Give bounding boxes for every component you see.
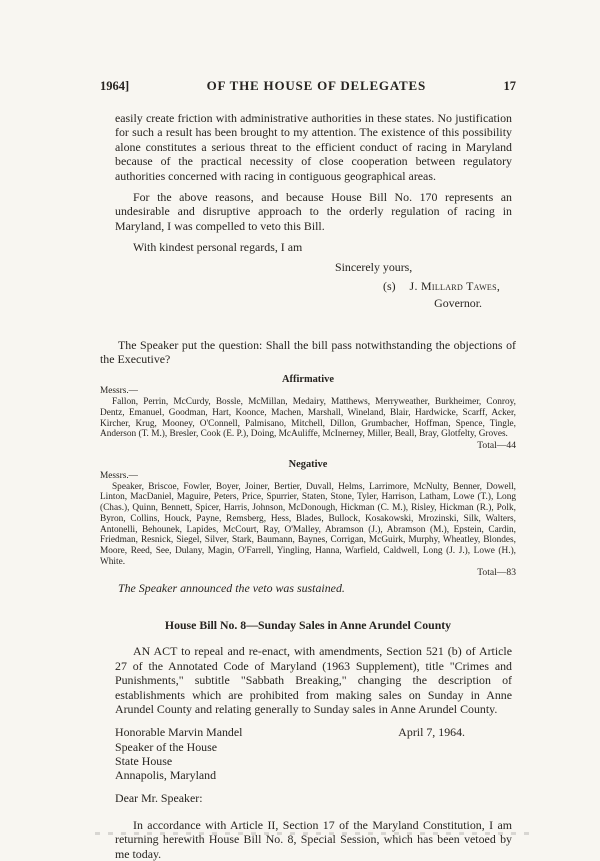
speaker-question: The Speaker put the question: Shall the bill pass notwithstanding the objections of the Executive? <box>100 337 516 367</box>
folio-year: 1964] <box>100 79 130 93</box>
bill-section-heading: House Bill No. 8—Sunday Sales in Anne Arundel County <box>164 618 452 633</box>
address-row <box>115 725 512 739</box>
letter-signature <box>383 279 512 294</box>
header-title: OF THE HOUSE OF DELEGATES <box>206 78 427 93</box>
negative-total: Total—83 <box>477 567 516 579</box>
veto-letter <box>115 111 512 311</box>
address-block <box>115 725 512 782</box>
letter-closing: Sincerely yours, <box>335 259 413 274</box>
addressee-name: Honorable Marvin Mandel <box>115 725 243 740</box>
letter-date: April 7, 1964. <box>398 725 465 740</box>
addressee-city: Annapolis, Maryland <box>115 767 217 782</box>
affirmative-messrs-label: Messrs.— <box>100 386 138 397</box>
letter-paragraph-1: easily create friction with administrative authorities in these states. No justification for such a result has been brought to my attention. The existence of this possibility alone constitutes a serious threat to the efficient conduct of racing in Maryland because of the practical necessity of close cooperation between regulatory authorities concerned with racing in contiguous geographical areas. <box>115 111 512 183</box>
signature-prefix: (s) <box>383 278 396 293</box>
bill-letter-body: In accordance with Article II, Section 17 of the Maryland Constitution, I am returning herewith House Bill No. 8, Special Session, which has been vetoed by me today. <box>115 818 512 861</box>
affirmative-name-list: Fallon, Perrin, McCurdy, Bossle, McMillan, Medairy, Matthews, Merryweather, Burkheimer, Conroy, Dentz, Emanuel, Goodman, Hart, Koonce, Machen, Marshall, Wineland, Blair, Hardwicke, Scarff, Acker, Kircher, Krug, Mooney, O'Connell, Palmisano, Mitchell, Dillon, Grumbacher, Hoffman, Spence, Tingle, Anderson (T. M.), Bresler, Cook (E. P.), Doing, McAuliffe, McInerney, Miller, Beall, Bray, Glotfelty, Groves. <box>100 397 516 440</box>
letter-paragraph-3: With kindest personal regards, I am <box>133 240 303 255</box>
affirmative-total: Total—44 <box>477 439 516 451</box>
negative-name-list: Speaker, Briscoe, Fowler, Boyer, Joiner, Bertier, Duvall, Helms, Larrimore, McNulty, Benner, Dowell, Linton, MacDaniel, Maguire, Peters, Price, Spurrier, Staten, Stone, Tyler, Harrison, Latham, Lowe (T.), Long (Chas.), Quinn, Bennett, Spicer, Harris, Johnson, McDonough, Hickman (C. M.), Risley, Hickman (R.), Polk, Byron, Collins, Houck, Payne, Remsberg, Hess, Blades, Bullock, Kosakowski, Mrozinski, Silk, Walters, Antonelli, Behounek, Lapides, McCourt, Ray, O'Malley, Abramson (J.), Abramson (M.), Epstein, Cardin, Friedman, Resnick, Siegel, Silver, Stark, Baumann, Baynes, Corrigan, McGuirk, Murphy, Wheatley, Blondes, Moore, Reed, See, Dulany, Magin, O'Farrell, Yingling, Hanna, Warfield, Caldwell, Long (J. J.), Lowe (H.), White. <box>100 481 516 567</box>
page-number: 17 <box>503 79 516 93</box>
salutation: Dear Mr. Speaker: <box>115 791 203 806</box>
bill-letter <box>115 644 512 861</box>
negative-vote-section <box>100 459 516 578</box>
negative-heading: Negative <box>288 458 328 470</box>
act-description: AN ACT to repeal and re-enact, with amendments, Section 521 (b) of Article 27 of the Annotated Code of Maryland (1963 Supplement), title "Crimes and Punishments," subtitle "Sabbath Breaking," changing the description of establishments which are prohibited from making sales on Sunday in Anne Arundel County and relating generally to Sunday sales in Anne Arundel County. <box>115 644 512 716</box>
affirmative-heading: Affirmative <box>282 374 334 386</box>
signature-name: J. Millard Tawes, <box>409 278 501 293</box>
letter-paragraph-2: For the above reasons, and because House Bill No. 170 represents an undesirable and disruptive approach to the orderly regulation of racing in Maryland, I was compelled to veto this Bill. <box>115 190 512 233</box>
affirmative-vote-section <box>100 374 516 451</box>
scan-artifact <box>95 832 530 835</box>
negative-messrs-label: Messrs.— <box>100 470 138 481</box>
signature-title: Governor. <box>434 295 482 310</box>
running-header <box>100 78 516 94</box>
journal-page <box>100 78 516 861</box>
veto-result-line: The Speaker announced the veto was sustained. <box>118 581 345 596</box>
addressee-building: State House <box>115 753 173 768</box>
addressee-title: Speaker of the House <box>115 739 218 754</box>
